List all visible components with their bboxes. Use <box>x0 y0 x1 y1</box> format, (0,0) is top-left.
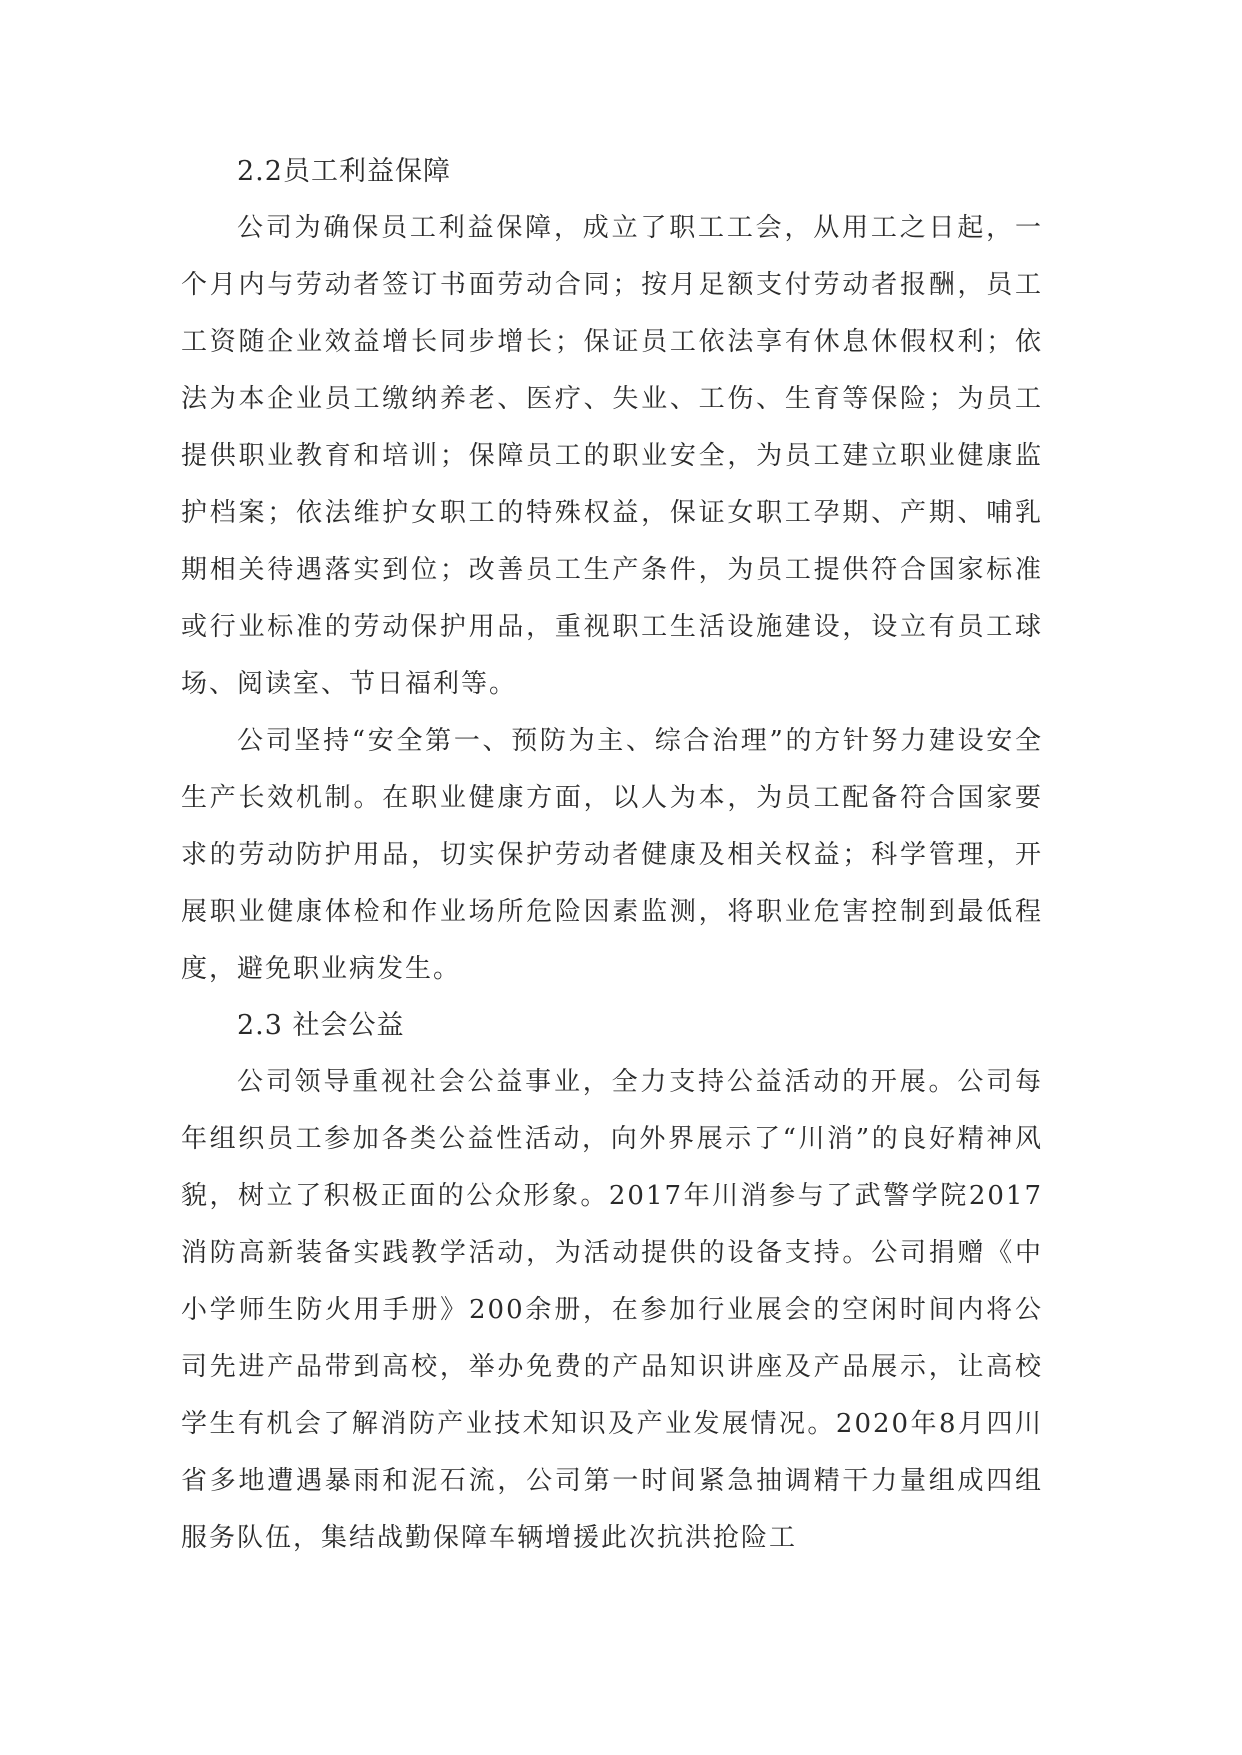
paragraph-social-welfare: 公司领导重视社会公益事业，全力支持公益活动的开展。公司每年组织员工参加各类公益性活动，向外界展示了“川消”的良好精神风貌，树立了积极正面的公众形象。2017年川消参与了武警学院2017消防高新装备实践教学活动，为活动提供的设备支持。公司捐赠《中小学师生防火用手册》200余册，在参加行业展会的空闲时间内将公司先进产品带到高校，举办免费的产品知识讲座及产品展示，让高校学生有机会了解消防产业技术知识及产业发展情况。2020年8月四川省多地遭遇暴雨和泥石流，公司第一时间紧急抽调精干力量组成四组服务队伍，集结战勤保障车辆增援此次抗洪抢险工 <box>181 1067 1043 1553</box>
document-body <box>181 144 1043 1567</box>
section-heading-employee-benefits: 2.2员工利益保障 <box>237 156 451 187</box>
paragraph-employee-benefits: 公司为确保员工利益保障，成立了职工工会，从用工之日起，一个月内与劳动者签订书面劳动合同；按月足额支付劳动者报酬，员工工资随企业效益增长同步增长；保证员工依法享有休息休假权利；依法为本企业员工缴纳养老、医疗、失业、工伤、生育等保险；为员工提供职业教育和培训；保障员工的职业安全，为员工建立职业健康监护档案；依法维护女职工的特殊权益，保证女职工孕期、产期、哺乳期相关待遇落实到位；改善员工生产条件，为员工提供符合国家标准或行业标准的劳动保护用品，重视职工生活设施建设，设立有员工球场、阅读室、节日福利等。 <box>181 213 1043 699</box>
paragraph-safety-policy: 公司坚持“安全第一、预防为主、综合治理”的方针努力建设安全生产长效机制。在职业健康方面，以人为本，为员工配备符合国家要求的劳动防护用品，切实保护劳动者健康及相关权益；科学管理，开展职业健康体检和作业场所危险因素监测，将职业危害控制到最低程度，避免职业病发生。 <box>181 726 1043 984</box>
section-heading-social-welfare: 2.3 社会公益 <box>237 1010 405 1041</box>
